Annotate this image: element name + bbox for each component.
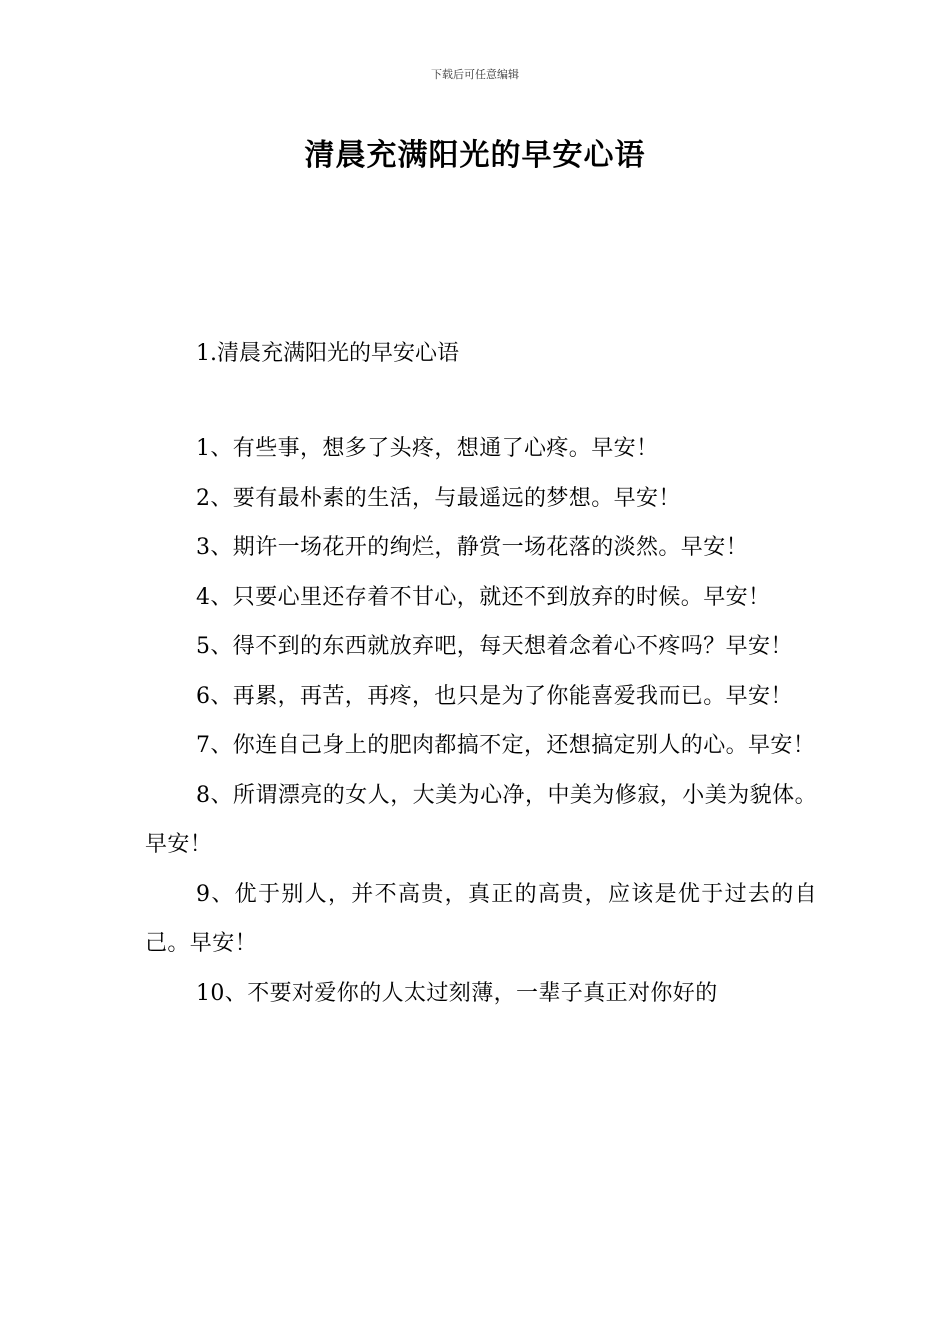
paragraph-8: 8、所谓漂亮的女人，大美为心净，中美为修寂，小美为貌体。早安！ <box>145 782 817 857</box>
paragraph-1: 1、有些事，想多了头疼，想通了心疼。早安！ <box>196 436 659 461</box>
paragraph-3: 3、期许一场花开的绚烂，静赏一场花落的淡然。早安！ <box>196 535 748 560</box>
paragraph-7: 7、你连自己身上的肥肉都搞不定，还想搞定别人的心。早安！ <box>196 733 816 758</box>
paragraph-5: 5、得不到的东西就放弃吧，每天想着念着心不疼吗？早安！ <box>196 634 793 659</box>
section-heading: 1.清晨充满阳光的早安心语 <box>196 341 459 366</box>
body-text <box>145 424 817 1018</box>
paragraph-2: 2、要有最朴素的生活，与最遥远的梦想。早安！ <box>196 485 681 511</box>
paragraph-10: 10、不要对爱你的人太过刻薄，一辈子真正对你好的 <box>196 980 718 1006</box>
document-title: 清晨充满阳光的早安心语 <box>304 138 646 173</box>
header-note: 下载后可任意编辑 <box>431 68 519 81</box>
paragraph-4: 4、只要心里还存着不甘心，就还不到放弃的时候。早安！ <box>196 584 771 610</box>
paragraph-6: 6、再累，再苦，再疼，也只是为了你能喜爱我而已。早安！ <box>196 683 793 709</box>
paragraph-9: 9、优于别人，并不高贵，真正的高贵，应该是优于过去的自己。早安！ <box>145 881 817 956</box>
